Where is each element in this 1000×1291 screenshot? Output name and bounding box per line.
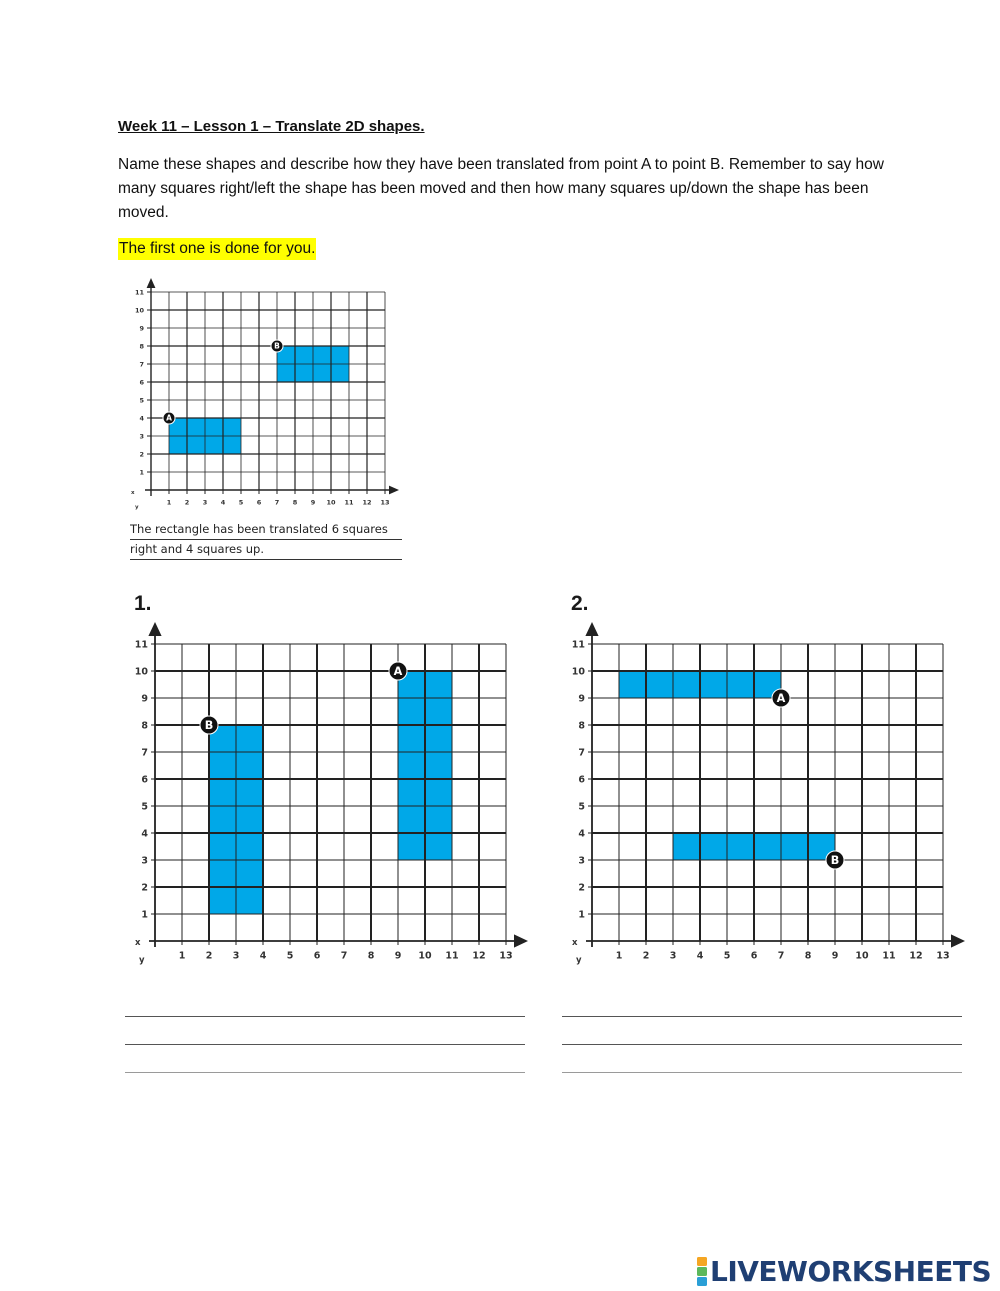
y-tick-label: 1 xyxy=(578,909,585,921)
x-tick-label: 13 xyxy=(936,950,950,962)
liveworksheets-logo xyxy=(697,1255,991,1288)
y-tick-label: 2 xyxy=(141,882,148,894)
y-axis-arrow-icon xyxy=(147,278,156,288)
x-tick-label: 3 xyxy=(232,950,240,962)
q2-answer-line-3[interactable] xyxy=(562,1072,962,1073)
y-tick-label: 1 xyxy=(141,909,148,921)
example-grid xyxy=(128,280,408,512)
y-tick-label: 9 xyxy=(141,693,148,705)
y-tick-label: 4 xyxy=(141,828,148,840)
x-tick-label: 12 xyxy=(909,950,923,962)
example-answer-line-2: right and 4 squares up. xyxy=(130,540,402,560)
x-tick-label: 3 xyxy=(669,950,677,962)
x-tick-label: 2 xyxy=(642,950,650,962)
x-axis-arrow-icon xyxy=(514,934,528,947)
y-tick-label: 8 xyxy=(578,720,585,732)
y-tick-label: 2 xyxy=(578,882,585,894)
x-tick-label: 10 xyxy=(326,498,336,507)
x-tick-label: 5 xyxy=(723,950,731,962)
y-tick-label: 3 xyxy=(141,855,148,867)
question-1-grid xyxy=(125,622,535,974)
y-tick-label: 9 xyxy=(578,693,585,705)
x-tick-label: 10 xyxy=(855,950,869,962)
example-answer xyxy=(130,520,402,560)
y-tick-label: 9 xyxy=(139,324,144,333)
y-tick-label: 5 xyxy=(141,801,148,813)
y-axis-arrow-icon xyxy=(148,622,161,636)
y-tick-label: 5 xyxy=(139,396,144,405)
y-tick-label: 6 xyxy=(141,774,148,786)
x-axis-name: x xyxy=(572,938,578,948)
y-axis-arrow-icon xyxy=(585,622,598,636)
y-tick-label: 10 xyxy=(134,306,144,315)
x-tick-label: 2 xyxy=(184,498,190,507)
x-tick-label: 5 xyxy=(286,950,294,962)
x-tick-label: 9 xyxy=(831,950,839,962)
x-tick-label: 9 xyxy=(394,950,402,962)
question-2-grid xyxy=(562,622,972,974)
x-tick-label: 13 xyxy=(380,498,390,507)
y-axis-name: y xyxy=(135,504,139,511)
x-tick-label: 13 xyxy=(499,950,513,962)
point-a-label: A xyxy=(776,692,786,706)
x-tick-label: 11 xyxy=(445,950,459,962)
point-a-label: A xyxy=(393,665,403,679)
y-tick-label: 11 xyxy=(134,639,148,651)
q1-answer-line-1[interactable] xyxy=(125,1016,525,1017)
point-a-label: A xyxy=(166,413,172,423)
y-tick-label: 7 xyxy=(141,747,148,759)
y-tick-label: 11 xyxy=(571,639,585,651)
y-tick-label: 6 xyxy=(139,378,144,387)
y-tick-label: 10 xyxy=(571,666,585,678)
instructions: Name these shapes and describe how they have been translated from point A to point B. Remember to say how many squares right/left the shape has been moved and then how many squares up/down the shape has been moved. xyxy=(118,156,884,221)
x-tick-label: 8 xyxy=(804,950,812,962)
x-tick-label: 1 xyxy=(166,498,172,507)
x-tick-label: 2 xyxy=(205,950,213,962)
y-tick-label: 4 xyxy=(139,414,144,423)
logo-blocks-icon xyxy=(697,1257,707,1286)
question-2-number: 2. xyxy=(571,592,589,615)
highlight-note: The first one is done for you. xyxy=(118,238,316,260)
point-b-label: B xyxy=(204,719,214,733)
x-axis-arrow-icon xyxy=(951,934,965,947)
logo-text: LIVEWORKSHEETS xyxy=(710,1255,992,1288)
y-tick-label: 11 xyxy=(134,288,144,297)
x-tick-label: 4 xyxy=(259,950,267,962)
y-tick-label: 1 xyxy=(139,468,144,477)
x-tick-label: 6 xyxy=(313,950,321,962)
y-tick-label: 10 xyxy=(134,666,148,678)
q1-answer-line-3[interactable] xyxy=(125,1072,525,1073)
x-tick-label: 12 xyxy=(362,498,372,507)
x-tick-label: 3 xyxy=(202,498,208,507)
x-tick-label: 7 xyxy=(777,950,785,962)
x-tick-label: 1 xyxy=(615,950,623,962)
y-tick-label: 8 xyxy=(141,720,148,732)
y-axis-name: y xyxy=(576,955,582,966)
x-tick-label: 11 xyxy=(344,498,354,507)
y-tick-label: 4 xyxy=(578,828,585,840)
q1-answer-line-2[interactable] xyxy=(125,1044,525,1045)
q2-answer-line-1[interactable] xyxy=(562,1016,962,1017)
q2-answer-line-2[interactable] xyxy=(562,1044,962,1045)
example-answer-line-1: The rectangle has been translated 6 squares xyxy=(130,520,402,540)
y-tick-label: 6 xyxy=(578,774,585,786)
x-tick-label: 8 xyxy=(367,950,375,962)
x-tick-label: 4 xyxy=(220,498,226,507)
question-1-number: 1. xyxy=(134,592,152,615)
y-tick-label: 3 xyxy=(139,432,144,441)
x-tick-label: 6 xyxy=(750,950,758,962)
x-tick-label: 7 xyxy=(274,498,280,507)
x-tick-label: 8 xyxy=(292,498,298,507)
y-tick-label: 3 xyxy=(578,855,585,867)
x-tick-label: 9 xyxy=(310,498,316,507)
x-axis-arrow-icon xyxy=(389,486,399,495)
x-axis-name: x xyxy=(135,938,141,948)
page-title: Week 11 – Lesson 1 – Translate 2D shapes. xyxy=(118,118,425,135)
y-tick-label: 8 xyxy=(139,342,144,351)
x-tick-label: 4 xyxy=(696,950,704,962)
x-tick-label: 5 xyxy=(238,498,244,507)
x-axis-name: x xyxy=(131,490,135,496)
point-b-label: B xyxy=(274,341,280,351)
x-tick-label: 10 xyxy=(418,950,432,962)
y-tick-label: 5 xyxy=(578,801,585,813)
x-tick-label: 7 xyxy=(340,950,348,962)
y-tick-label: 2 xyxy=(139,450,144,459)
point-b-label: B xyxy=(830,854,840,868)
x-tick-label: 12 xyxy=(472,950,486,962)
x-tick-label: 1 xyxy=(178,950,186,962)
x-tick-label: 11 xyxy=(882,950,896,962)
y-tick-label: 7 xyxy=(578,747,585,759)
x-tick-label: 6 xyxy=(256,498,262,507)
y-axis-name: y xyxy=(139,955,145,966)
y-tick-label: 7 xyxy=(139,360,144,369)
